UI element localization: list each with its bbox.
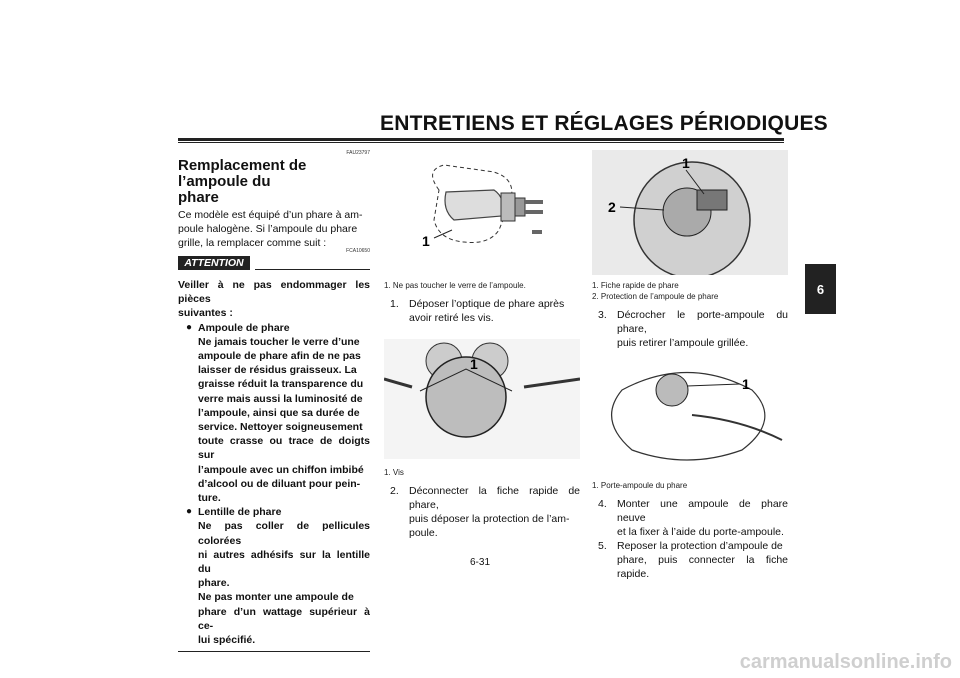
step-3	[592, 308, 788, 350]
text-line: l’ampoule avec un chiffon imbibé	[198, 463, 364, 476]
callout-label: 1	[742, 376, 750, 392]
text-line: Ce modèle est équipé d’un phare à am-	[178, 209, 363, 221]
text-line: phare, puis connecter la fiche rapide.	[617, 554, 788, 580]
step-number: 2.	[390, 485, 399, 497]
text-line: phare d’un wattage supérieur à ce-	[198, 605, 370, 632]
step-2	[384, 484, 580, 540]
section-title-line: Remplacement de l’ampoule du	[178, 157, 307, 190]
text-line: puis déposer la protection de l’am-	[409, 513, 570, 525]
figure-caption: 2. Protection de l’ampoule de phare	[592, 292, 719, 301]
callout-label: 1	[422, 233, 430, 249]
text-line: ni autres adhésifs sur la lentille du	[198, 548, 370, 576]
text-line: Décrocher le porte-ampoule du phare,	[617, 309, 788, 335]
warning-bullet-bulb	[178, 321, 370, 506]
headlight-socket-figure	[592, 150, 788, 275]
text-line: grille, la remplacer comme suit :	[178, 237, 327, 249]
warning-intro	[178, 278, 370, 321]
text-line: laisser de résidus graisseux. La	[198, 364, 357, 377]
step-number: 1.	[390, 298, 399, 310]
text-line: l’ampoule, ainsi que sa durée de	[198, 406, 360, 419]
bullet-title: Lentille de phare	[198, 506, 282, 519]
text-line: Reposer la protection d’ampoule de	[617, 540, 783, 552]
text-line: verre mais aussi la luminosité de	[198, 392, 363, 405]
step-number: 5.	[598, 540, 607, 552]
section-title	[178, 158, 370, 206]
text-line: Monter une ampoule de phare neuve	[617, 498, 788, 524]
bulb-pin	[532, 230, 542, 234]
text-line: ampoule de phare afin de ne pas	[198, 350, 361, 363]
warning-bullet-lens	[178, 505, 370, 647]
bulb-flange	[501, 193, 515, 221]
attention-rule	[255, 269, 370, 270]
watermark: carmanualsonline.info	[739, 651, 952, 673]
bullet-icon: ●	[186, 321, 193, 333]
bullet-title: Ampoule de phare	[198, 321, 290, 334]
text-line: Ne pas coller de pellicules colorées	[198, 520, 370, 547]
text-line: d’alcool ou de diluant pour pein-	[198, 477, 361, 490]
bulb-pin	[525, 200, 543, 204]
chapter-tab[interactable]: 6	[805, 264, 836, 314]
headlight-figure	[384, 339, 580, 459]
header-rule-thin	[178, 142, 784, 143]
step-number: 3.	[598, 309, 607, 321]
figure-caption: 1. Vis	[384, 468, 404, 477]
column-2	[384, 150, 580, 540]
step-4	[592, 497, 788, 539]
figure-caption: 1. Ne pas toucher le verre de l’ampoule.	[384, 281, 526, 290]
column-3	[592, 150, 788, 581]
figure-caption: 1. Porte-ampoule du phare	[592, 481, 688, 490]
leader-line	[434, 230, 452, 238]
text-line: poule halogène. Si l’ampoule du phare	[178, 223, 358, 235]
intro-paragraph	[178, 208, 370, 250]
bulb-holder	[656, 374, 688, 406]
attention-label: ATTENTION	[178, 256, 250, 270]
page-number: 6-31	[469, 557, 490, 568]
coupler	[697, 190, 727, 210]
text-line: Déconnecter la fiche rapide de phare,	[409, 485, 580, 511]
text-line: Déposer l’optique de phare après	[409, 298, 565, 310]
text-line: suivantes :	[178, 307, 233, 320]
text-line: et la fixer à l’aide du porte-ampoule.	[617, 526, 784, 538]
page-header-title: ENTRETIENS ET RÉGLAGES PÉRIODIQUES	[380, 112, 828, 135]
step-number: 4.	[598, 498, 607, 510]
text-line: phare.	[198, 577, 230, 590]
figure-caption: 1. Fiche rapide de phare	[592, 281, 679, 290]
callout-label: 1	[470, 356, 478, 372]
text-line: graisse réduit la transparence du	[198, 378, 364, 391]
text-line: toute crasse ou trace de doigts sur	[198, 435, 370, 462]
text-line: lui spécifié.	[198, 634, 256, 647]
text-line: avoir retiré les vis.	[409, 312, 494, 324]
step-1	[384, 297, 580, 325]
bulb-figure	[384, 150, 580, 270]
text-line: ture.	[198, 492, 221, 505]
text-line: poule.	[409, 527, 438, 539]
bullet-icon: ●	[186, 506, 193, 518]
attention-end-rule	[178, 651, 370, 652]
bulb-pin	[525, 210, 543, 214]
text-line: puis retirer l’ampoule grillée.	[617, 337, 749, 349]
attention-code: FCA10650	[346, 248, 370, 254]
text-line: service. Nettoyer soigneusement	[198, 421, 363, 434]
text-line: Veiller à ne pas endommager les pièces	[178, 279, 370, 306]
step-5	[592, 539, 788, 581]
attention-header	[178, 248, 370, 274]
callout-label: 2	[608, 199, 616, 215]
bulb-holder-figure	[592, 360, 788, 470]
bulb-glass	[445, 190, 503, 220]
text-line: Ne jamais toucher le verre d’une	[198, 335, 360, 348]
text-line: Ne pas monter une ampoule de	[198, 591, 354, 604]
bulb-base	[515, 198, 525, 216]
section-title-line: phare	[178, 189, 219, 206]
header-rule	[178, 138, 784, 141]
reference-code: FAU23797	[346, 150, 370, 156]
callout-label: 1	[682, 155, 690, 171]
column-1	[178, 150, 370, 652]
